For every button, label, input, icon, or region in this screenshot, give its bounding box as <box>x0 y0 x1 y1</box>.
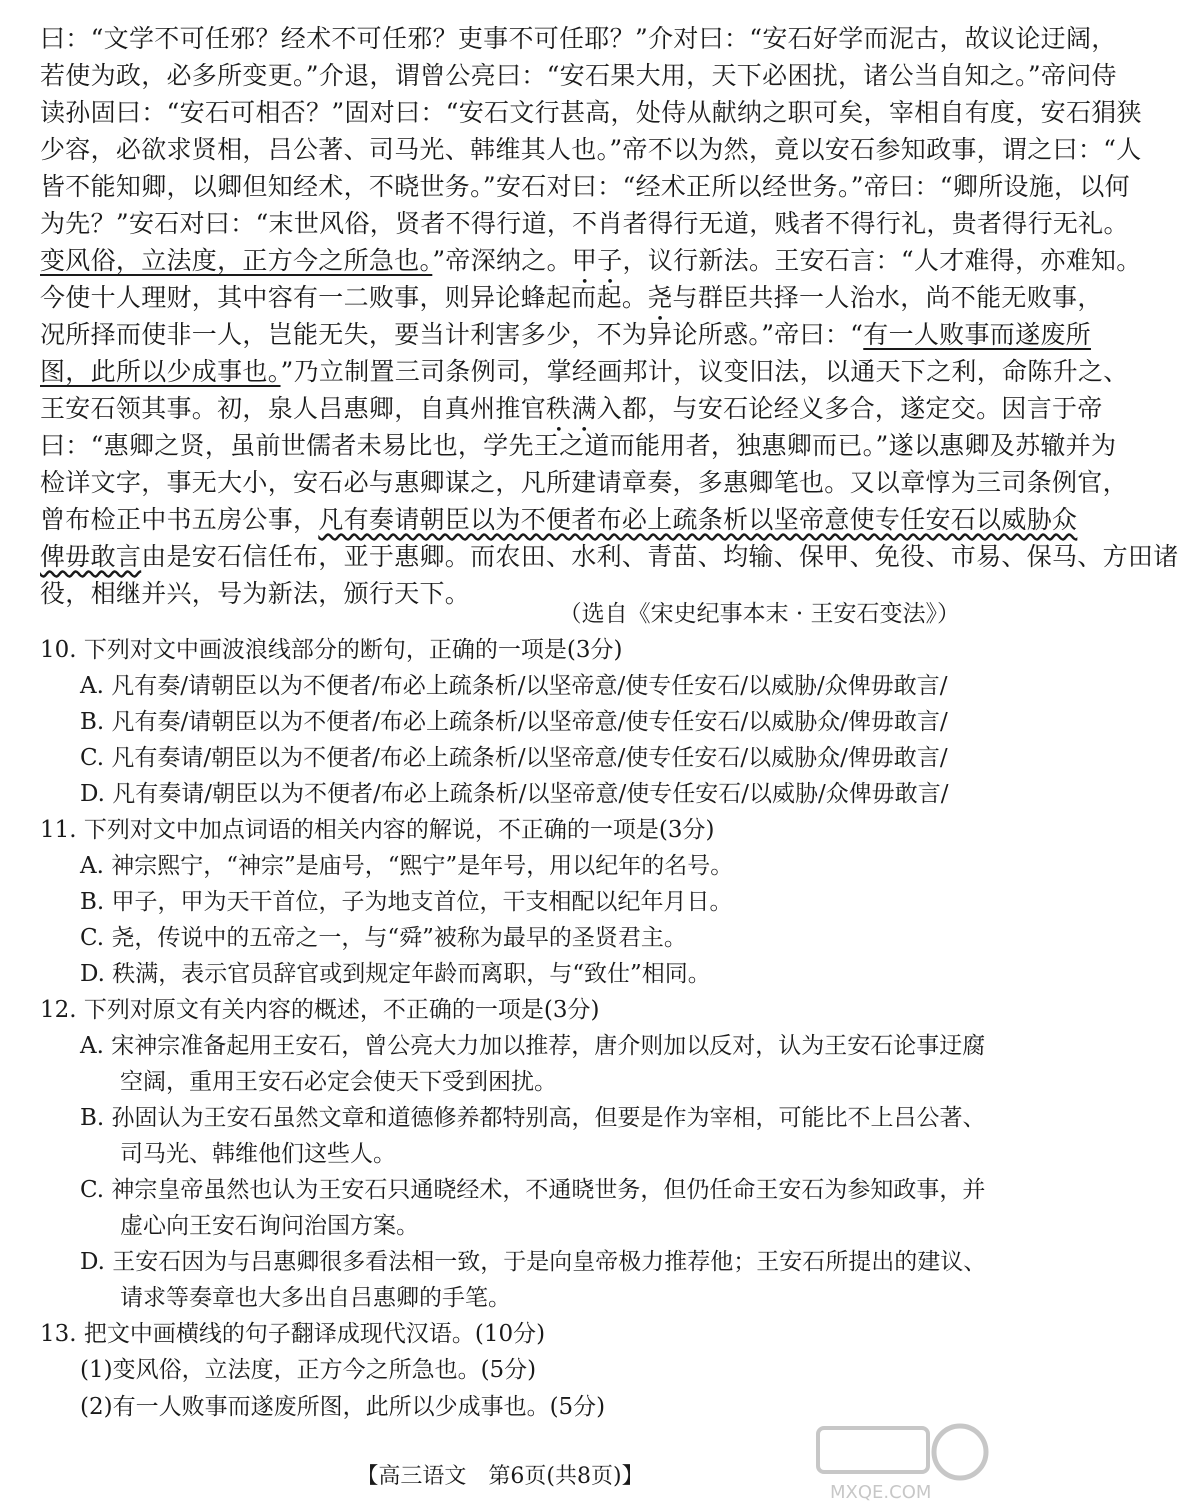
underlined-sentence-1: 变风俗，立法度，正方今之所急也。 <box>40 246 433 275</box>
question-12-option-c: C. 神宗皇帝虽然也认为王安石只通晓经术，不通晓世务，但仍任命王安石为参知政事，并 <box>80 1177 986 1203</box>
passage-line-5: 皆不能知卿，以卿但知经术，不晓世务。”安石对曰：“经术正所以经世务。”帝曰：“卿所设施，以何 <box>40 172 1130 201</box>
passage-line-1: 曰：“文学不可任邪？经术不可任邪？吏事不可任耶？”介对曰：“安石好学而泥古，故议论迂阔， <box>40 24 1117 53</box>
passage-line-8 <box>40 279 1103 316</box>
passage-line-4: 少容，必欲求贤相，吕公著、司马光、韩维其人也。”帝不以为然，竟以安石参知政事，谓之曰：“人 <box>40 135 1142 164</box>
passage-line-2: 若使为政，必多所变更。”介退，谓曾公亮曰：“安石果大用，天下必困扰，诸公当自知之。”帝问侍 <box>40 61 1117 90</box>
passage-line-10 <box>40 353 1129 390</box>
question-12-option-d-cont: 请求等奏章也大多出自吕惠卿的手笔。 <box>120 1285 511 1311</box>
question-list <box>40 632 987 1426</box>
passage-line-3: 读孙固曰：“安石可相否？”固对曰：“安石文行甚高，处侍从献纳之职可矣，宰相自有度，安石狷狭 <box>40 98 1142 127</box>
passage-text: 今使十人理财，其中容有一二败事，则异论蜂起而起。 <box>40 283 648 312</box>
question-10-option-a: A. 凡有奏/请朝臣以为不便者/布必上疏条析/以坚帝意/使专任安石/以威胁/众俾毋敢言/ <box>80 673 948 699</box>
dotted-term-zhiman: 秩满 <box>546 394 597 423</box>
passage-text: 由是安石信任布，亚于惠卿。而农田、水利、青苗、均输、保甲、免役、市易、保马、方田诸 <box>141 542 1179 571</box>
passage-text: ”乃立制置三司条例司，掌经画邦计，议变旧法，以通天下之利，命陈升之、 <box>280 357 1129 386</box>
passage-line-15 <box>40 538 1179 575</box>
passage-line-16: 役，相继并兴，号为新法，颁行天下。 <box>40 579 471 608</box>
passage-text: ，议行新法。王安石言：“人才难得，亦难知。 <box>622 246 1142 275</box>
underlined-sentence-2-end: 图，此所以少成事也。 <box>40 357 281 386</box>
passage-text: 况所择而使非一人，岂能无失，要当计利害多少，不为异论所惑。”帝曰：“ <box>40 320 864 349</box>
question-13-item-2: (2)有一人败事而遂废所图，此所以少成事也。(5分) <box>80 1394 606 1420</box>
passage-line-7 <box>40 242 1142 279</box>
question-10-option-d: D. 凡有奏请/朝臣以为不便者/布必上疏条析/以坚帝意/使专任安石/以威胁/众俾毋敢言/ <box>80 781 949 807</box>
question-11-option-d: D. 秩满，表示官员辞官或到规定年龄而离职，与“致仕”相同。 <box>80 961 711 987</box>
passage-line-12: 曰：“惠卿之贤，虽前世儒者未易比也，学先王之道而能用者，独惠卿而已。”遂以惠卿及苏辙并为 <box>40 431 1117 460</box>
page-footer: 【高三语文 第6页(共8页)】 <box>356 1464 644 1489</box>
underlined-sentence-2: 有一人败事而遂废所 <box>863 320 1091 349</box>
question-11-option-b: B. 甲子，甲为天干首位，子为地支首位，干支相配以纪年月日。 <box>80 889 733 915</box>
passage-text: 王安石领其事。初，泉人吕惠卿，自真州推官 <box>40 394 547 423</box>
passage-line-13: 检详文字，事无大小，安石必与惠卿谋之，凡所建请章奏，多惠卿笔也。又以章惇为三司条例官， <box>40 468 1128 497</box>
wavy-underlined-sentence-end: 俾毋敢言 <box>40 542 142 571</box>
dotted-term-jiazi: 甲子 <box>571 246 623 275</box>
question-12-option-b: B. 孙固认为王安石虽然文章和道德修养都特别高，但要是作为宰相，可能比不上吕公著、 <box>80 1105 986 1131</box>
passage-line-14 <box>40 501 1078 538</box>
question-12-option-a-cont: 空阔，重用王安石必定会使天下受到困扰。 <box>120 1069 557 1095</box>
passage-line-11 <box>40 390 1103 427</box>
question-10-option-c: C. 凡有奏请/朝臣以为不便者/布必上疏条析/以坚帝意/使专任安石/以威胁众/俾毋敢言/ <box>80 745 948 771</box>
question-12-option-b-cont: 司马光、韩维他们这些人。 <box>120 1141 396 1167</box>
question-12-option-d: D. 王安石因为与吕惠卿很多看法相一致，于是向皇帝极力推荐他；王安石所提出的建议、 <box>80 1249 987 1275</box>
passage-text: 曾布检正中书五房公事， <box>40 505 319 534</box>
passage-text: ”帝深纳之。 <box>432 246 572 275</box>
question-11-option-c: C. 尧，传说中的五帝之一，与“舜”被称为最早的圣贤君主。 <box>80 925 687 951</box>
wavy-underlined-sentence: 凡有奏请朝臣以为不便者布必上疏条析以坚帝意使专任安石以威胁众 <box>318 505 1078 534</box>
svg-text:MXQE.COM: MXQE.COM <box>830 1482 932 1503</box>
question-12-option-a: A. 宋神宗准备起用王安石，曾公亮大力加以推荐，唐介则加以反对，认为王安石论事迂腐 <box>80 1033 986 1059</box>
question-10-stem: 10. 下列对文中画波浪线部分的断句，正确的一项是(3分) <box>40 637 623 663</box>
question-12-option-c-cont: 虚心向王安石询问治国方案。 <box>120 1213 419 1239</box>
passage-line-9 <box>40 316 1091 353</box>
passage-line-6: 为先？”安石对曰：“末世风俗，贤者不得行道，不肖者得行无道，贱者不得行礼，贵者得行无礼。 <box>40 209 1129 238</box>
question-11-stem: 11. 下列对文中加点词语的相关内容的解说，不正确的一项是(3分) <box>40 817 715 843</box>
passage-source: （选自《宋史纪事本末 · 王安石变法》） <box>558 601 960 627</box>
classical-passage <box>40 20 1179 612</box>
dotted-term-yao: 尧 <box>647 283 673 312</box>
question-10-option-b: B. 凡有奏/请朝臣以为不便者/布必上疏条析/以坚帝意/使专任安石/以威胁众/俾毋敢言/ <box>80 709 948 735</box>
question-12-stem: 12. 下列对原文有关内容的概述，不正确的一项是(3分) <box>40 997 600 1023</box>
passage-text: 与群臣共择一人治水，尚不能无败事， <box>672 283 1103 312</box>
question-11-option-a: A. 神宗熙宁，“神宗”是庙号，“熙宁”是年号，用以纪年的名号。 <box>80 853 734 879</box>
watermark-logo-icon <box>810 1418 990 1506</box>
question-13-item-1: (1)变风俗，立法度，正方今之所急也。(5分) <box>80 1357 537 1383</box>
question-13-stem: 13. 把文中画横线的句子翻译成现代汉语。(10分) <box>40 1321 546 1347</box>
passage-text: 入都，与安石论经义多合，遂定交。因言于帝 <box>596 394 1103 423</box>
